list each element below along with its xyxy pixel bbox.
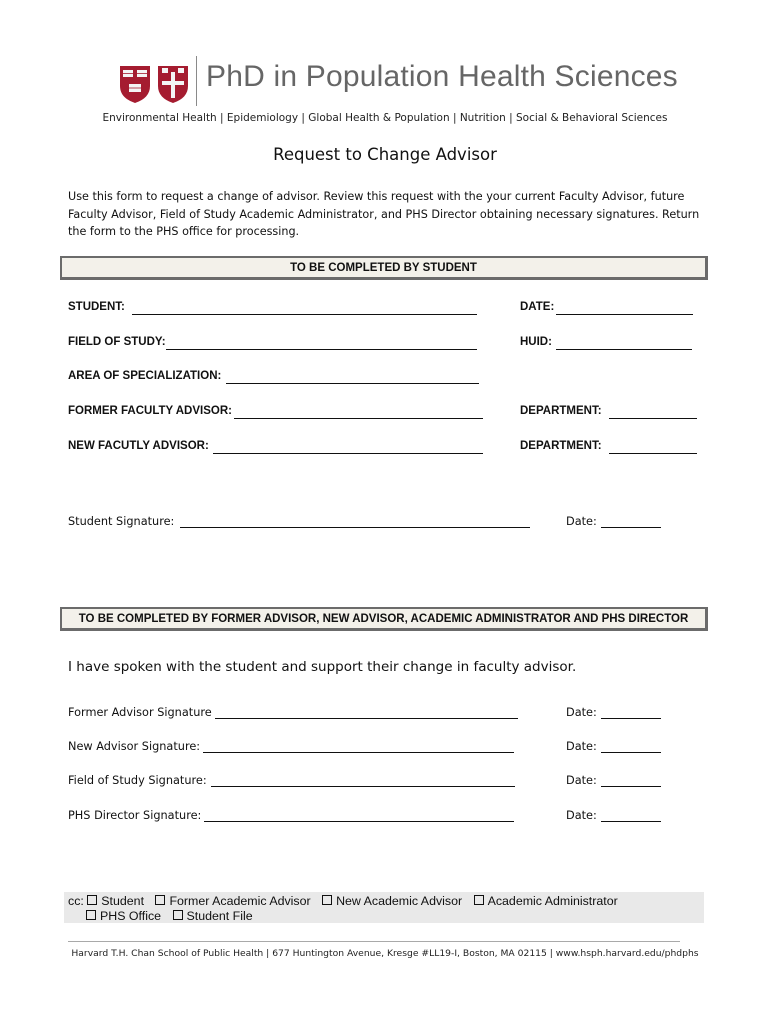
field-of-study-field[interactable] bbox=[166, 338, 477, 350]
phs-director-signature-label: PHS Director Signature: bbox=[68, 809, 202, 822]
former-advisor-field[interactable] bbox=[234, 407, 483, 419]
student-signature-field[interactable] bbox=[180, 516, 530, 528]
footer-divider bbox=[68, 941, 680, 942]
new-advisor-date-label: Date: bbox=[566, 740, 597, 753]
student-name-field[interactable] bbox=[132, 303, 477, 315]
form-instructions: Use this form to request a change of advisor. Review this request with the your current Faculty Advisor, future Faculty Advisor, Field of Study Academic Administrator, and PHS Director obtaining necessary signatures. Return the form to the PHS office for processing. bbox=[68, 190, 700, 238]
cc-box bbox=[64, 892, 704, 923]
cc-phs-office-checkbox[interactable] bbox=[86, 909, 161, 923]
field-of-study-label: FIELD OF STUDY: bbox=[68, 336, 166, 348]
cc-student-file-checkbox[interactable] bbox=[173, 909, 253, 923]
new-advisor-date-field[interactable] bbox=[601, 741, 661, 753]
field-of-study-signature-label: Field of Study Signature: bbox=[68, 774, 207, 787]
cc-student-checkbox[interactable] bbox=[87, 894, 144, 908]
harvard-chan-logo bbox=[118, 62, 192, 104]
cc-student-label: Student bbox=[101, 894, 145, 908]
student-signature-date-label: Date: bbox=[566, 515, 597, 528]
date-label: DATE: bbox=[520, 301, 555, 313]
cc-student-file-label: Student File bbox=[186, 909, 253, 923]
new-department-label: DEPARTMENT: bbox=[520, 440, 602, 452]
program-title: PhD in Population Health Sciences bbox=[206, 60, 678, 93]
former-department-field[interactable] bbox=[609, 407, 697, 419]
huid-field[interactable] bbox=[556, 338, 692, 350]
checkbox-icon bbox=[86, 910, 96, 920]
former-advisor-signature-field[interactable] bbox=[215, 707, 518, 719]
former-advisor-date-field[interactable] bbox=[601, 707, 661, 719]
form-title: Request to Change Advisor bbox=[273, 145, 497, 164]
departments-list: Environmental Health | Epidemiology | Global Health & Population | Nutrition | Social & Behavioral Sciences bbox=[102, 112, 668, 124]
advisor-section-heading: TO BE COMPLETED BY FORMER ADVISOR, NEW ADVISOR, ACADEMIC ADMINISTRATOR AND PHS DIRECTOR bbox=[60, 607, 708, 631]
new-advisor-signature-field[interactable] bbox=[203, 741, 514, 753]
phs-director-date-label: Date: bbox=[566, 809, 597, 822]
cc-new-advisor-checkbox[interactable] bbox=[322, 894, 462, 908]
checkbox-icon bbox=[173, 910, 183, 920]
checkbox-icon bbox=[474, 895, 484, 905]
checkbox-icon bbox=[87, 895, 97, 905]
student-signature-label: Student Signature: bbox=[68, 515, 175, 528]
field-of-study-signature-field[interactable] bbox=[211, 775, 515, 787]
header-divider bbox=[196, 56, 197, 106]
student-label: STUDENT: bbox=[68, 301, 125, 313]
cc-former-advisor-checkbox[interactable] bbox=[155, 894, 310, 908]
phs-director-signature-field[interactable] bbox=[204, 810, 514, 822]
former-department-label: DEPARTMENT: bbox=[520, 405, 602, 417]
field-of-study-date-field[interactable] bbox=[601, 775, 661, 787]
cc-academic-administrator-label: Academic Administrator bbox=[487, 894, 618, 908]
cc-new-advisor-label: New Academic Advisor bbox=[336, 894, 463, 908]
student-section-heading: TO BE COMPLETED BY STUDENT bbox=[60, 256, 708, 280]
checkbox-icon bbox=[322, 895, 332, 905]
new-advisor-signature-label: New Advisor Signature: bbox=[68, 740, 201, 753]
footer-address: Harvard T.H. Chan School of Public Health | 677 Huntington Avenue, Kresge #LL19-I, Boston, MA 02115 | www.hsph.harvard.edu/phdphs bbox=[71, 948, 699, 959]
former-advisor-date-label: Date: bbox=[566, 706, 597, 719]
field-of-study-date-label: Date: bbox=[566, 774, 597, 787]
former-advisor-signature-label: Former Advisor Signature bbox=[68, 706, 212, 719]
former-advisor-label: FORMER FACULTY ADVISOR: bbox=[68, 405, 232, 417]
date-field[interactable] bbox=[556, 303, 693, 315]
checkbox-icon bbox=[155, 895, 165, 905]
area-of-specialization-label: AREA OF SPECIALIZATION: bbox=[68, 370, 222, 382]
new-advisor-label: NEW FACUTLY ADVISOR: bbox=[68, 440, 209, 452]
student-signature-date-field[interactable] bbox=[601, 516, 661, 528]
support-statement: I have spoken with the student and support their change in faculty advisor. bbox=[68, 659, 577, 675]
area-of-specialization-field[interactable] bbox=[226, 372, 479, 384]
huid-label: HUID: bbox=[520, 336, 552, 348]
new-advisor-field[interactable] bbox=[213, 442, 483, 454]
phs-director-date-field[interactable] bbox=[601, 810, 661, 822]
cc-prefix: cc: bbox=[68, 894, 84, 908]
cc-phs-office-label: PHS Office bbox=[100, 909, 162, 923]
cc-academic-administrator-checkbox[interactable] bbox=[474, 894, 618, 908]
cc-former-advisor-label: Former Academic Advisor bbox=[169, 894, 311, 908]
new-department-field[interactable] bbox=[609, 442, 697, 454]
